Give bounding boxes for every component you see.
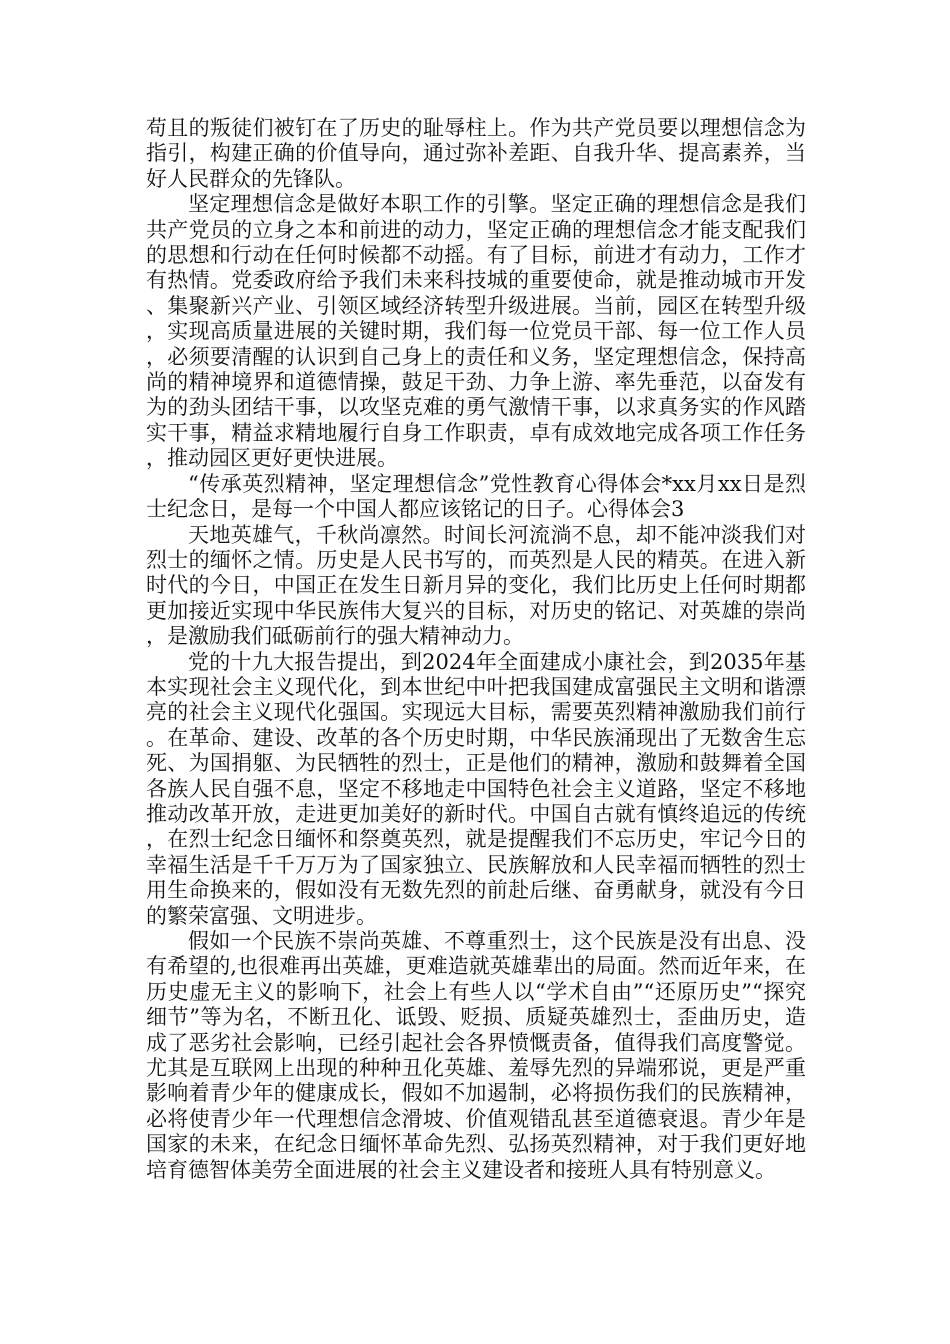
paragraph-3: “传承英烈精神，坚定理想信念”党性教育心得体会*xx月xx日是烈士纪念日，是每一个中国人都应该铭记的日子。心得体会3 — [146, 471, 806, 522]
paragraph-5: 党的十九大报告提出，到2024年全面建成小康社会，到2035年基本实现社会主义现代化，到本世纪中叶把我国建成富强民主文明和谐漂亮的社会主义现代化强国。实现远大目标，需要英烈精神激励我们前行。在革命、建设、改革的各个历史时期，中华民族涌现出了无数舍生忘死、为国捐躯、为民牺牲的烈士，正是他们的精神，激励和鼓舞着全国各族人民自强不息，坚定不移地走中国特色社会主义道路，坚定不移地推动改革开放，走进更加美好的新时代。中国自古就有慎终追远的传统，在烈士纪念日缅怀和祭奠英烈，就是提醒我们不忘历史，牢记今日的幸福生活是千千万万为了国家独立、民族解放和人民幸福而牺牲的烈士用生命换来的，假如没有无数先烈的前赴后继、奋勇献身，就没有今日的繁荣富强、文明进步。 — [146, 649, 806, 928]
paragraph-4: 天地英雄气，千秋尚凛然。时间长河流淌不息，却不能冲淡我们对烈士的缅怀之情。历史是人民书写的，而英烈是人民的精英。在进入新时代的今日，中国正在发生日新月异的变化，我们比历史上任何时期都更加接近实现中华民族伟大复兴的目标，对历史的铭记、对英雄的崇尚，是激励我们砥砺前行的强大精神动力。 — [146, 522, 806, 649]
paragraph-2: 坚定理想信念是做好本职工作的引擎。坚定正确的理想信念是我们共产党员的立身之本和前进的动力，坚定正确的理想信念才能支配我们的思想和行动在任何时候都不动摇。有了目标，前进才有动力，工作才有热情。党委政府给予我们未来科技城的重要使命，就是推动城市开发、集聚新兴产业、引领区域经济转型升级进展。当前，园区在转型升级，实现高质量进展的关键时期，我们每一位党员干部、每一位工作人员，必须要清醒的认识到自己身上的责任和义务，坚定理想信念，保持高尚的精神境界和道德情操，鼓足干劲、力争上游、率先垂范，以奋发有为的劲头团结干事，以攻坚克难的勇气激情干事，以求真务实的作风踏实干事，精益求精地履行自身工作职责，卓有成效地完成各项工作任务，推动园区更好更快进展。 — [146, 192, 806, 471]
paragraph-6: 假如一个民族不崇尚英雄、不尊重烈士，这个民族是没有出息、没有希望的,也很难再出英雄，更难造就英雄辈出的局面。然而近年来，在历史虚无主义的影响下，社会上有些人以“学术自由”“还原历史”“探究细节”等为名，不断丑化、诋毁、贬损、质疑英雄烈士，歪曲历史，造成了恶劣社会影响，已经引起社会各界愤慨责备，值得我们高度警觉。尤其是互联网上出现的种种丑化英雄、羞辱先烈的异端邪说，更是严重影响着青少年的健康成长，假如不加遏制，必将损伤我们的民族精神，必将使青少年一代理想信念滑坡、价值观错乱甚至道德衰退。青少年是国家的未来，在纪念日缅怀革命先烈、弘扬英烈精神，对于我们更好地培育德智体美劳全面进展的社会主义建设者和接班人具有特别意义。 — [146, 929, 806, 1182]
document-body — [146, 116, 806, 1183]
paragraph-1: 苟且的叛徒们被钉在了历史的耻辱柱上。作为共产党员要以理想信念为指引，构建正确的价值导向，通过弥补差距、自我升华、提高素养，当好人民群众的先锋队。 — [146, 116, 806, 191]
